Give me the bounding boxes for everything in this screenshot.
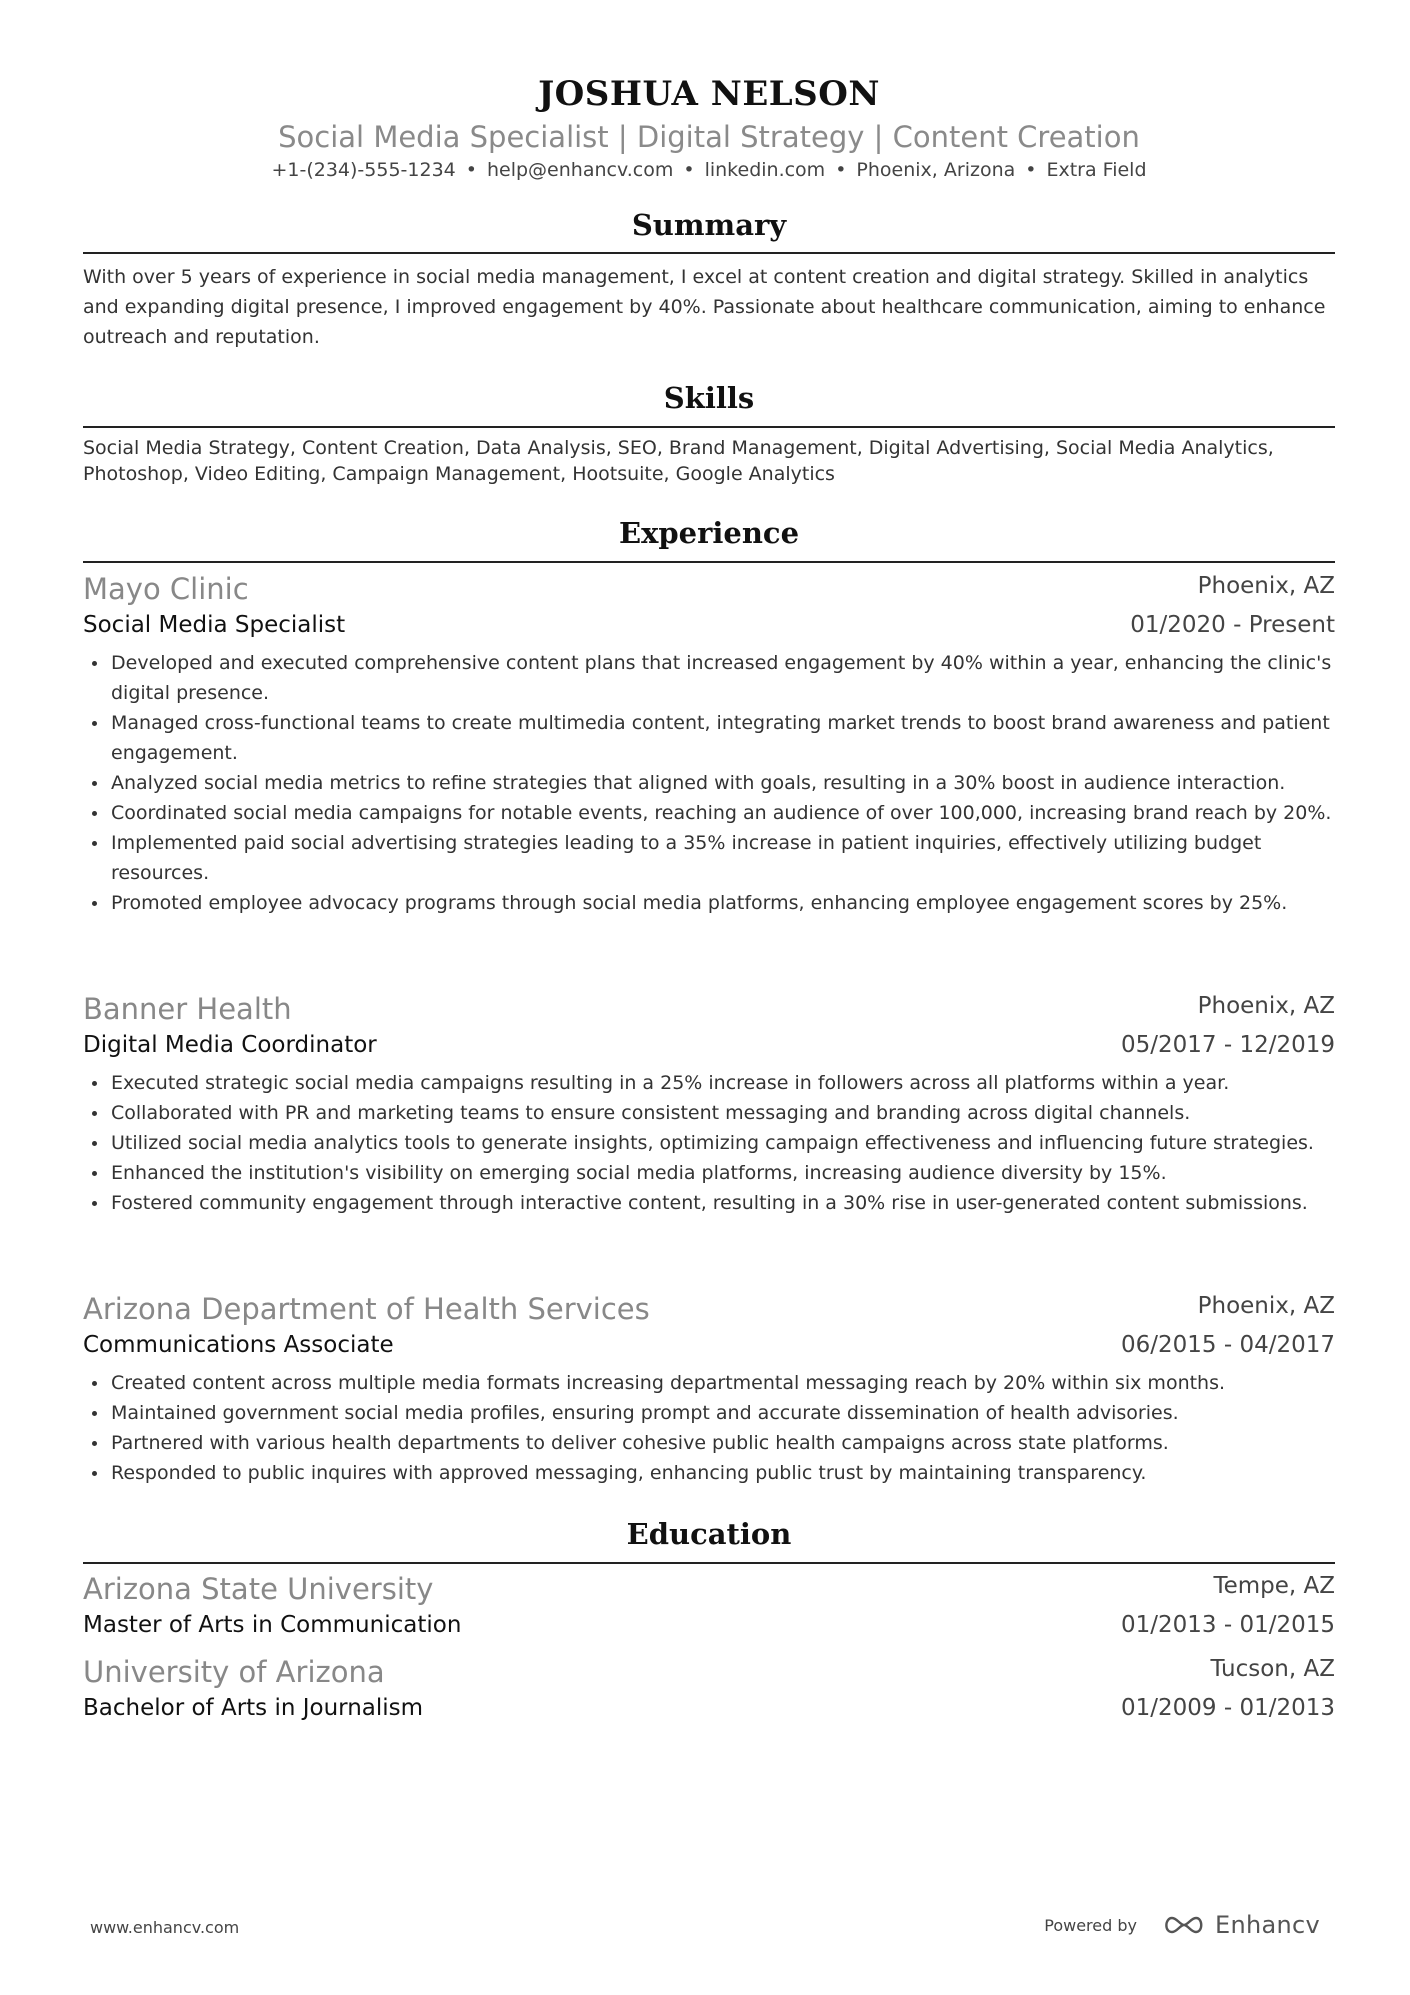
- experience-entry: [83, 990, 1335, 1218]
- achievement-list: [83, 648, 1335, 918]
- list-item: Analyzed social media metrics to refine strategies that aligned with goals, resulting in a 30% boost in audience interaction.: [83, 768, 1335, 798]
- achievement-list: [83, 1368, 1335, 1488]
- job-title: Social Media Specialist: [83, 612, 346, 638]
- list-item: Created content across multiple media formats increasing departmental messaging reach by 20% within six months.: [83, 1368, 1335, 1398]
- section-divider: [83, 252, 1335, 254]
- school-name: Arizona State University: [83, 1572, 434, 1606]
- job-dates: 05/2017 - 12/2019: [1120, 1032, 1335, 1058]
- contact-line: [83, 156, 1335, 184]
- list-item: Fostered community engagement through interactive content, resulting in a 30% rise in user-generated content submissions.: [83, 1188, 1335, 1218]
- bullet-separator: •: [683, 159, 695, 181]
- education-dates: 01/2009 - 01/2013: [1120, 1695, 1335, 1721]
- candidate-subtitle: Social Media Specialist | Digital Strategy | Content Creation: [278, 120, 1140, 154]
- school-location: Tucson, AZ: [1210, 1656, 1335, 1682]
- list-item: Promoted employee advocacy programs through social media platforms, enhancing employee engagement scores by 25%.: [83, 888, 1335, 918]
- contact-extra-field: Extra Field: [1046, 159, 1147, 181]
- experience-heading: Experience: [618, 516, 800, 550]
- list-item: Managed cross-functional teams to create multimedia content, integrating market trends to boost brand awareness and patient engagement.: [83, 708, 1335, 768]
- list-item: Executed strategic social media campaigns resulting in a 25% increase in followers across all platforms within a year.: [83, 1068, 1335, 1098]
- employer-name: Arizona Department of Health Services: [83, 1292, 650, 1326]
- section-divider: [83, 561, 1335, 563]
- list-item: Enhanced the institution's visibility on emerging social media platforms, increasing audience diversity by 15%.: [83, 1158, 1335, 1188]
- list-item: Partnered with various health departments to deliver cohesive public health campaigns across state platforms.: [83, 1428, 1335, 1458]
- bullet-separator: •: [1025, 159, 1037, 181]
- education-dates: 01/2013 - 01/2015: [1120, 1612, 1335, 1638]
- job-dates: 06/2015 - 04/2017: [1120, 1332, 1335, 1358]
- list-item: Coordinated social media campaigns for notable events, reaching an audience of over 100,000, increasing brand reach by 20%.: [83, 798, 1335, 828]
- list-item: Implemented paid social advertising strategies leading to a 35% increase in patient inquiries, effectively utilizing budget resources.: [83, 828, 1335, 888]
- job-title: Digital Media Coordinator: [83, 1032, 377, 1058]
- contact-location: Phoenix, Arizona: [856, 159, 1016, 181]
- infinity-logo-icon: [1161, 1913, 1207, 1937]
- degree-name: Bachelor of Arts in Journalism: [83, 1695, 424, 1721]
- job-location: Phoenix, AZ: [1197, 1293, 1335, 1319]
- summary-heading: Summary: [631, 208, 787, 242]
- skills-text: Social Media Strategy, Content Creation, Data Analysis, SEO, Brand Management, Digital Advertising, Social Media Analytics, Photoshop, Video Editing, Campaign Management, Hootsuite, Google Analytics: [83, 437, 1274, 485]
- footer-website-link[interactable]: www.enhancv.com: [90, 1918, 240, 1937]
- employer-name: Banner Health: [83, 992, 292, 1026]
- contact-email[interactable]: help@enhancv.com: [486, 159, 674, 181]
- school-location: Tempe, AZ: [1213, 1573, 1335, 1599]
- experience-entry: [83, 1290, 1335, 1488]
- list-item: Responded to public inquires with approved messaging, enhancing public trust by maintaining transparency.: [83, 1458, 1335, 1488]
- bullet-separator: •: [835, 159, 847, 181]
- contact-linkedin[interactable]: linkedin.com: [704, 159, 826, 181]
- list-item: Maintained government social media profiles, ensuring prompt and accurate dissemination of health advisories.: [83, 1398, 1335, 1428]
- list-item: Collaborated with PR and marketing teams to ensure consistent messaging and branding across digital channels.: [83, 1098, 1335, 1128]
- list-item: Utilized social media analytics tools to generate insights, optimizing campaign effectiveness and influencing future strategies.: [83, 1128, 1335, 1158]
- summary-text: With over 5 years of experience in social media management, I excel at content creation and digital strategy. Skilled in analytics and expanding digital presence, I improved engagement by 40%. Passionate about healthcare communication, aiming to enhance outreach and reputation.: [83, 266, 1326, 348]
- job-dates: 01/2020 - Present: [1130, 612, 1335, 638]
- school-name: University of Arizona: [83, 1655, 385, 1689]
- job-location: Phoenix, AZ: [1197, 573, 1335, 599]
- education-entry: [83, 1653, 1335, 1727]
- education-entry: [83, 1570, 1335, 1644]
- contact-phone[interactable]: +1-(234)-555-1234: [271, 159, 456, 181]
- list-item: Developed and executed comprehensive content plans that increased engagement by 40% within a year, enhancing the clinic's digital presence.: [83, 648, 1335, 708]
- employer-name: Mayo Clinic: [83, 572, 249, 606]
- enhancv-logo[interactable]: [1161, 1911, 1320, 1939]
- degree-name: Master of Arts in Communication: [83, 1612, 462, 1638]
- education-heading: Education: [626, 1517, 792, 1551]
- experience-entry: [83, 570, 1335, 918]
- candidate-name: JOSHUA NELSON: [538, 74, 880, 114]
- section-divider: [83, 1562, 1335, 1564]
- footer-branding: [1044, 1910, 1320, 1940]
- skills-heading: Skills: [663, 381, 755, 415]
- job-title: Communications Associate: [83, 1332, 394, 1358]
- brand-name: Enhancv: [1214, 1911, 1320, 1939]
- job-location: Phoenix, AZ: [1197, 993, 1335, 1019]
- achievement-list: [83, 1068, 1335, 1218]
- powered-by-label: Powered by: [1044, 1915, 1137, 1935]
- bullet-separator: •: [465, 159, 477, 181]
- section-divider: [83, 426, 1335, 428]
